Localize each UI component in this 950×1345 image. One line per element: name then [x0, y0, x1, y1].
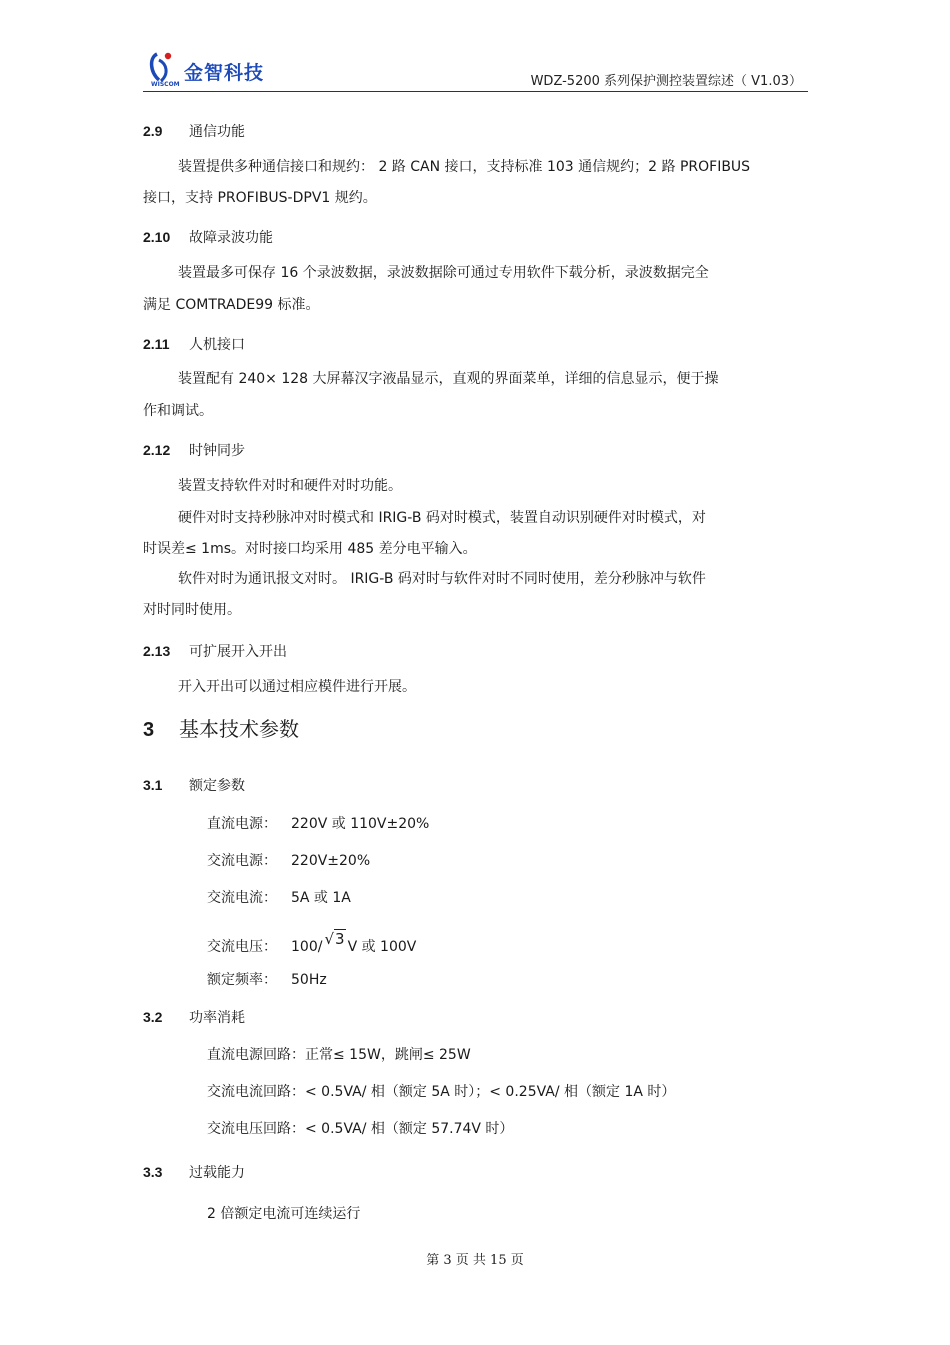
paragraph-line: 软件对时为通讯报文对时。 IRIG-B 码对时与软件对时不同时使用，差分秒脉冲与软件	[178, 571, 706, 587]
section-number: 2.12	[143, 442, 171, 458]
power-consumption-line: 直流电源回路：正常≤ 15W，跳闸≤ 25W	[207, 1047, 471, 1063]
section-title: 通信功能	[189, 124, 245, 140]
paragraph-line: 满足 COMTRADE99 标准。	[143, 297, 320, 313]
section-number: 3.3	[143, 1164, 163, 1180]
rated-param-item	[207, 971, 327, 989]
section-title: 故障录波功能	[189, 230, 273, 246]
paragraph-line: 装置支持软件对时和硬件对时功能。	[178, 478, 402, 494]
param-label: 额定频率：	[207, 972, 277, 988]
section-title: 额定参数	[189, 778, 245, 794]
paragraph-line: 装置最多可保存 16 个录波数据，录波数据除可通过专用软件下载分析，录波数据完全	[178, 265, 709, 281]
paragraph-line: 装置提供多种通信接口和规约： 2 路 CAN 接口，支持标准 103 通信规约；2 路 PROFIBUS	[178, 159, 751, 175]
sqrt-symbol: √3	[324, 930, 345, 948]
paragraph-line: 作和调试。	[143, 403, 213, 419]
page-number-footer: 第 3 页 共 15 页	[426, 1253, 524, 1268]
rated-param-item	[207, 852, 370, 870]
section-number: 3.2	[143, 1009, 163, 1025]
section-number: 3.1	[143, 777, 163, 793]
section-title: 过载能力	[189, 1165, 245, 1181]
chapter-number: 3	[143, 719, 155, 741]
paragraph-line: 对时同时使用。	[143, 602, 241, 618]
section-number: 2.9	[143, 123, 163, 139]
section-title: 人机接口	[189, 337, 245, 353]
param-label: 直流电源：	[207, 816, 277, 832]
section-heading-2-9	[143, 122, 245, 141]
section-heading-3-1	[143, 776, 245, 795]
param-label: 交流电压：	[207, 939, 277, 955]
param-value: 220V 或 110V±20%	[291, 816, 430, 832]
section-number: 2.11	[143, 336, 170, 352]
section-title: 可扩展开入开出	[189, 644, 287, 660]
param-label: 交流电源：	[207, 853, 277, 869]
section-heading-3-2	[143, 1008, 245, 1027]
section-title: 功率消耗	[189, 1010, 245, 1026]
param-value: 5A 或 1A	[291, 890, 351, 906]
section-heading-2-12	[143, 441, 245, 460]
logo-subtext: WISCOM	[151, 81, 180, 88]
rated-param-item	[207, 815, 429, 833]
paragraph-line: 时误差≤ 1ms。对时接口均采用 485 差分电平输入。	[143, 541, 477, 557]
param-value-suffix: V 或 100V	[347, 939, 417, 955]
overload-line: 2 倍额定电流可连续运行	[207, 1206, 361, 1222]
section-heading-3-3	[143, 1163, 245, 1182]
paragraph-line: 装置配有 240× 128 大屏幕汉字液晶显示，直观的界面菜单，详细的信息显示，便于操	[178, 371, 719, 387]
param-value: 220V±20%	[291, 853, 371, 869]
power-consumption-line: 交流电流回路：< 0.5VA/ 相（额定 5A 时）；< 0.25VA/ 相（额定 1A 时）	[207, 1084, 676, 1100]
section-number: 2.10	[143, 229, 171, 245]
rated-param-item	[207, 930, 417, 956]
header-divider	[143, 91, 808, 92]
section-number: 2.13	[143, 643, 171, 659]
sqrt-radicand: 3	[335, 930, 345, 948]
paragraph-line: 开入开出可以通过相应模件进行开展。	[178, 679, 416, 695]
paragraph-line: 接口，支持 PROFIBUS-DPV1 规约。	[143, 190, 377, 206]
chapter-title: 基本技术参数	[179, 717, 299, 741]
section-heading-2-11	[143, 335, 245, 354]
chapter-heading-3	[143, 716, 299, 743]
document-title: WDZ-5200 系列保护测控装置综述（ V1.03）	[530, 74, 802, 89]
power-consumption-line: 交流电压回路：< 0.5VA/ 相（额定 57.74V 时）	[207, 1121, 514, 1137]
paragraph-line: 硬件对时支持秒脉冲对时模式和 IRIG-B 码对时模式，装置自动识别硬件对时模式，对	[178, 510, 706, 526]
section-title: 时钟同步	[189, 443, 245, 459]
section-heading-2-10	[143, 228, 273, 247]
param-label: 交流电流：	[207, 890, 277, 906]
logo-text: 金智科技	[184, 62, 265, 84]
param-value-prefix: 100/	[291, 939, 323, 955]
section-heading-2-13	[143, 642, 287, 661]
param-value: 50Hz	[291, 972, 327, 988]
rated-param-item	[207, 889, 351, 907]
